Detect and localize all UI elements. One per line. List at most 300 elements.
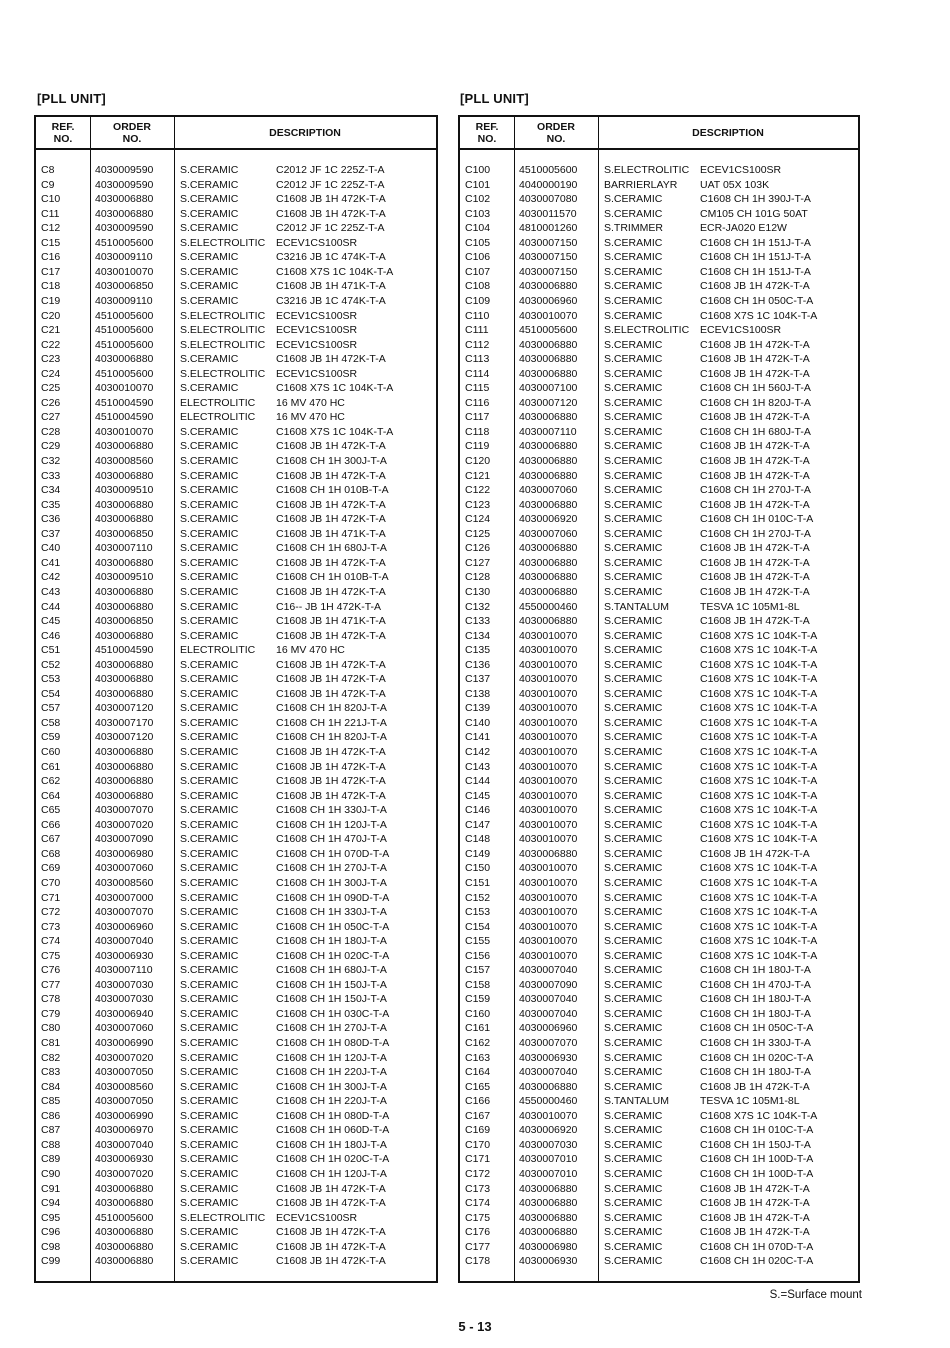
- order-no-cell: 4030007040: [519, 993, 578, 1006]
- part-spec-cell: ECEV1CS100SR: [276, 324, 358, 337]
- part-type-cell: S.CERAMIC: [604, 702, 663, 715]
- table-row: [36, 1051, 436, 1066]
- part-type-cell: S.CERAMIC: [180, 818, 239, 831]
- part-spec-cell: C1608 CH 1H 820J-T-A: [276, 731, 387, 744]
- order-no-cell: 4030007150: [519, 265, 578, 278]
- part-spec-cell: C1608 JB 1H 472K-T-A: [700, 1211, 810, 1224]
- ref-no-cell: C25: [41, 382, 61, 395]
- part-spec-cell: C1608 JB 1H 472K-T-A: [276, 1226, 386, 1239]
- table-row: [36, 818, 436, 833]
- ref-no-cell: C21: [41, 324, 61, 337]
- part-type-cell: S.CERAMIC: [180, 382, 239, 395]
- order-no-cell: 4030010070: [519, 644, 578, 657]
- part-type-cell: S.CERAMIC: [180, 542, 239, 555]
- table-row: [460, 789, 858, 804]
- table-row: [36, 1196, 436, 1211]
- order-no-cell: 4030006880: [95, 687, 154, 700]
- order-no-cell: 4030008560: [95, 1080, 154, 1093]
- left-parts-table: [34, 115, 438, 1283]
- part-spec-cell: C1608 CH 1H 220J-T-A: [276, 1095, 387, 1108]
- part-type-cell: S.CERAMIC: [604, 527, 663, 540]
- part-spec-cell: C1608 CH 1H 151J-T-A: [700, 265, 811, 278]
- part-type-cell: S.CERAMIC: [604, 207, 663, 220]
- part-type-cell: S.CERAMIC: [180, 207, 239, 220]
- part-type-cell: S.CERAMIC: [604, 833, 663, 846]
- order-no-cell: 4030006920: [519, 1124, 578, 1137]
- order-no-cell: 4030010070: [95, 382, 154, 395]
- part-spec-cell: ECEV1CS100SR: [276, 338, 358, 351]
- part-type-cell: S.CERAMIC: [180, 1095, 239, 1108]
- ref-no-cell: C142: [465, 746, 491, 758]
- ref-no-cell: C81: [41, 1037, 61, 1049]
- order-no-cell: 4030006880: [519, 455, 578, 467]
- part-type-cell: S.CERAMIC: [604, 1167, 663, 1180]
- table-row: [460, 352, 858, 367]
- table-row: [36, 672, 436, 687]
- ref-no-cell: C108: [465, 280, 491, 293]
- order-no-cell: 4030006920: [519, 513, 578, 526]
- ref-no-cell: C154: [465, 920, 491, 933]
- table-row: [460, 556, 858, 571]
- part-spec-cell: ECEV1CS100SR: [700, 324, 782, 337]
- order-no-cell: 4030006880: [519, 1226, 578, 1239]
- table-row: [460, 701, 858, 716]
- order-no-cell: 4030006880: [95, 746, 154, 758]
- part-type-cell: S.CERAMIC: [180, 847, 239, 860]
- part-spec-cell: C1608 JB 1H 472K-T-A: [276, 498, 386, 511]
- part-type-cell: S.CERAMIC: [180, 920, 239, 933]
- ref-no-cell: C102: [465, 193, 491, 206]
- order-no-cell: 4030009510: [95, 571, 154, 584]
- table-row: [36, 236, 436, 251]
- table-row: [460, 730, 858, 745]
- table-row: [36, 687, 436, 702]
- part-type-cell: S.CERAMIC: [180, 1153, 239, 1166]
- part-type-cell: S.CERAMIC: [604, 294, 663, 307]
- part-spec-cell: C1608 JB 1H 472K-T-A: [700, 367, 810, 380]
- ref-no-cell: C18: [41, 280, 61, 293]
- part-spec-cell: C1608 CH 1H 270J-T-A: [276, 1022, 387, 1035]
- ref-no-cell: C121: [465, 469, 491, 482]
- order-no-cell: 4030007040: [519, 1007, 578, 1020]
- part-spec-cell: C1608 JB 1H 472K-T-A: [700, 280, 810, 293]
- part-type-cell: S.CERAMIC: [180, 935, 239, 948]
- ref-no-cell: C143: [465, 760, 491, 773]
- order-no-cell: 4030008560: [95, 455, 154, 467]
- table-row: [460, 934, 858, 949]
- order-no-cell: 4030006960: [95, 920, 154, 933]
- ref-no-cell: C166: [465, 1095, 491, 1108]
- ref-no-cell: C173: [465, 1182, 491, 1195]
- part-type-cell: S.CERAMIC: [604, 644, 663, 657]
- part-type-cell: S.CERAMIC: [180, 949, 239, 962]
- part-type-cell: S.CERAMIC: [604, 556, 663, 569]
- order-no-cell: 4030007020: [95, 818, 154, 831]
- ref-no-cell: C98: [41, 1240, 61, 1253]
- table-row: [460, 1196, 858, 1211]
- order-no-cell: 4030010070: [519, 309, 578, 322]
- table-row: [460, 716, 858, 731]
- table-row: [460, 585, 858, 600]
- order-no-cell: 4030007070: [95, 906, 154, 919]
- order-no-cell: 4030006880: [95, 513, 154, 526]
- ref-no-cell: C175: [465, 1211, 491, 1224]
- part-spec-cell: C1608 JB 1H 472K-T-A: [700, 1182, 810, 1195]
- ref-no-cell: C160: [465, 1007, 491, 1020]
- order-no-cell: 4030006880: [95, 1226, 154, 1239]
- part-type-cell: S.CERAMIC: [180, 469, 239, 482]
- order-no-cell: 4030007000: [95, 891, 154, 904]
- ref-no-cell: C125: [465, 527, 491, 540]
- table-row: [460, 338, 858, 353]
- table-row: [460, 949, 858, 964]
- table-row: [460, 629, 858, 644]
- ref-no-cell: C40: [41, 542, 61, 555]
- part-type-cell: S.CERAMIC: [180, 687, 239, 700]
- part-type-cell: S.CERAMIC: [180, 527, 239, 540]
- part-spec-cell: C1608 X7S 1C 104K-T-A: [700, 702, 818, 715]
- part-type-cell: S.CERAMIC: [604, 935, 663, 948]
- part-spec-cell: C1608 X7S 1C 104K-T-A: [700, 687, 818, 700]
- order-no-cell: 4510005600: [95, 338, 154, 351]
- table-row: [36, 192, 436, 207]
- ref-no-cell: C82: [41, 1051, 61, 1064]
- part-type-cell: ELECTROLITIC: [180, 396, 256, 409]
- ref-no-cell: C170: [465, 1138, 491, 1151]
- part-type-cell: S.TRIMMER: [604, 222, 663, 235]
- part-spec-cell: C1608 CH 1H 010B-T-A: [276, 484, 389, 497]
- part-spec-cell: ECEV1CS100SR: [276, 1211, 358, 1224]
- table-row: [460, 163, 858, 178]
- part-type-cell: S.ELECTROLITIC: [180, 324, 266, 337]
- table-row: [36, 396, 436, 411]
- part-spec-cell: C1608 CH 1H 390J-T-A: [700, 193, 811, 206]
- part-spec-cell: C1608 CH 1H 060D-T-A: [276, 1124, 390, 1137]
- order-no-cell: 4030007050: [95, 1066, 154, 1079]
- ref-no-cell: C157: [465, 964, 491, 977]
- part-spec-cell: C1608 X7S 1C 104K-T-A: [700, 920, 818, 933]
- part-type-cell: S.CERAMIC: [180, 789, 239, 802]
- part-type-cell: BARRIERLAYR: [604, 178, 678, 191]
- table-row: [36, 410, 436, 425]
- ref-no-cell: C149: [465, 847, 491, 860]
- order-no-cell: 4030006880: [95, 1182, 154, 1195]
- table-row: [36, 658, 436, 673]
- table-row: [36, 803, 436, 818]
- order-no-cell: 4510005600: [519, 164, 578, 176]
- table-row: [36, 891, 436, 906]
- order-no-cell: 4030007110: [95, 964, 153, 977]
- part-spec-cell: C1608 JB 1H 472K-T-A: [276, 1240, 386, 1253]
- part-spec-cell: C1608 JB 1H 472K-T-A: [700, 1197, 810, 1210]
- part-type-cell: S.CERAMIC: [604, 1226, 663, 1239]
- part-spec-cell: C1608 X7S 1C 104K-T-A: [276, 382, 394, 395]
- table-row: [36, 585, 436, 600]
- ref-no-cell: C140: [465, 716, 491, 729]
- table-row: [36, 832, 436, 847]
- ref-no-cell: C17: [41, 265, 61, 278]
- part-spec-cell: C1608 JB 1H 472K-T-A: [700, 847, 810, 860]
- ref-no-cell: C94: [41, 1197, 61, 1210]
- ref-no-cell: C117: [465, 411, 490, 424]
- part-type-cell: S.CERAMIC: [180, 1197, 239, 1210]
- part-spec-cell: C1608 CH 1H 020C-T-A: [276, 1153, 390, 1166]
- order-no-cell: 4030010070: [519, 702, 578, 715]
- ref-no-cell: C141: [465, 731, 491, 744]
- order-no-cell: 4030007040: [95, 935, 154, 948]
- part-spec-cell: C2012 JF 1C 225Z-T-A: [276, 222, 385, 235]
- part-spec-cell: ECR-JA020 E12W: [700, 222, 787, 235]
- table-row: [460, 207, 858, 222]
- table-row: [460, 963, 858, 978]
- part-type-cell: S.CERAMIC: [180, 353, 239, 366]
- table-row: [36, 847, 436, 862]
- table-row: [460, 367, 858, 382]
- part-type-cell: S.CERAMIC: [604, 382, 663, 395]
- table-row: [36, 789, 436, 804]
- part-spec-cell: TESVA 1C 105M1-8L: [700, 600, 800, 613]
- part-type-cell: S.CERAMIC: [604, 1007, 663, 1020]
- ref-no-cell: C146: [465, 804, 491, 817]
- table-row: [36, 774, 436, 789]
- ref-no-cell: C176: [465, 1226, 491, 1239]
- ref-no-cell: C133: [465, 615, 491, 628]
- part-type-cell: S.CERAMIC: [604, 978, 663, 991]
- order-no-cell: 4030006880: [95, 789, 154, 802]
- ref-no-cell: C68: [41, 847, 61, 860]
- order-no-cell: 4030006880: [519, 440, 578, 453]
- part-spec-cell: C1608 JB 1H 472K-T-A: [700, 338, 810, 351]
- part-type-cell: S.CERAMIC: [180, 978, 239, 991]
- ref-no-cell: C67: [41, 833, 61, 846]
- part-type-cell: S.CERAMIC: [604, 367, 663, 380]
- ref-no-cell: C164: [465, 1066, 491, 1079]
- table-row: [460, 1240, 858, 1255]
- table-row: [460, 469, 858, 484]
- ref-no-cell: C61: [41, 760, 61, 773]
- order-no-cell: 4030009110: [95, 294, 153, 307]
- order-no-cell: 4030007060: [519, 484, 578, 497]
- table-row: [36, 1080, 436, 1095]
- ref-no-cell: C105: [465, 236, 491, 249]
- table-row: [36, 920, 436, 935]
- ref-no-cell: C161: [465, 1022, 491, 1035]
- part-type-cell: S.CERAMIC: [180, 251, 239, 264]
- table-row: [460, 920, 858, 935]
- order-no-cell: 4030010070: [519, 629, 578, 642]
- order-no-cell: 4030006880: [95, 1197, 154, 1210]
- description-header: DESCRIPTION: [692, 126, 764, 139]
- part-type-cell: S.CERAMIC: [180, 804, 239, 817]
- order-no-cell: 4030007070: [95, 804, 154, 817]
- table-row: [36, 861, 436, 876]
- order-no-cell: 4030006880: [95, 353, 154, 366]
- table-row: [460, 192, 858, 207]
- ref-no-cell: C9: [41, 178, 55, 191]
- part-spec-cell: C1608 CH 1H 300J-T-A: [276, 455, 387, 467]
- part-spec-cell: C1608 CH 1H 180J-T-A: [700, 1007, 811, 1020]
- part-spec-cell: ECEV1CS100SR: [276, 367, 358, 380]
- order-no-cell: 4030007120: [95, 702, 154, 715]
- order-no-cell: 4030007110: [95, 542, 153, 555]
- ref-no-cell: C137: [465, 673, 491, 686]
- ref-no-cell: C73: [41, 920, 61, 933]
- table-row: [36, 556, 436, 571]
- part-type-cell: S.CERAMIC: [604, 760, 663, 773]
- part-spec-cell: C1608 CH 1H 050C-T-A: [700, 1022, 814, 1035]
- order-no-cell: 4030006880: [519, 1080, 578, 1093]
- part-spec-cell: C1608 X7S 1C 104K-T-A: [700, 716, 818, 729]
- ref-no-cell: C41: [41, 556, 61, 569]
- part-spec-cell: C1608 CH 1H 680J-T-A: [700, 425, 811, 438]
- table-row: [36, 629, 436, 644]
- part-spec-cell: C1608 X7S 1C 104K-T-A: [700, 949, 818, 962]
- ref-no-cell: C167: [465, 1109, 491, 1122]
- ref-no-cell: C19: [41, 294, 61, 307]
- part-type-cell: S.CERAMIC: [180, 556, 239, 569]
- part-spec-cell: C1608 CH 1H 010C-T-A: [700, 1124, 814, 1137]
- part-spec-cell: C1608 JB 1H 472K-T-A: [276, 469, 386, 482]
- part-spec-cell: C1608 X7S 1C 104K-T-A: [700, 789, 818, 802]
- part-type-cell: S.CERAMIC: [180, 1167, 239, 1180]
- ref-no-cell: C156: [465, 949, 491, 962]
- part-spec-cell: C1608 CH 1H 010C-T-A: [700, 513, 814, 526]
- part-type-cell: S.ELECTROLITIC: [180, 1211, 266, 1224]
- part-type-cell: S.CERAMIC: [180, 178, 239, 191]
- part-spec-cell: C1608 X7S 1C 104K-T-A: [700, 775, 818, 788]
- table-row: [36, 643, 436, 658]
- part-type-cell: S.CERAMIC: [604, 542, 663, 555]
- ref-no-cell: C174: [465, 1197, 491, 1210]
- table-row: [36, 1094, 436, 1109]
- part-spec-cell: C1608 CH 1H 020C-T-A: [700, 1255, 814, 1268]
- table-row: [36, 1065, 436, 1080]
- table-row: [36, 367, 436, 382]
- part-spec-cell: C1608 CH 1H 680J-T-A: [276, 964, 387, 977]
- order-no-cell: 4030010070: [519, 716, 578, 729]
- table-row: [36, 425, 436, 440]
- part-spec-cell: C1608 CH 1H 470J-T-A: [276, 833, 387, 846]
- part-spec-cell: C1608 JB 1H 472K-T-A: [276, 673, 386, 686]
- part-type-cell: S.CERAMIC: [604, 1153, 663, 1166]
- ref-no-cell: C83: [41, 1066, 61, 1079]
- order-no-cell: 4030009590: [95, 222, 154, 235]
- ref-no-cell: C124: [465, 513, 491, 526]
- part-spec-cell: 16 MV 470 HC: [276, 411, 345, 424]
- order-no-cell: 4030006880: [519, 280, 578, 293]
- ref-no-cell: C96: [41, 1226, 61, 1239]
- part-spec-cell: C1608 JB 1H 472K-T-A: [276, 1197, 386, 1210]
- part-type-cell: S.CERAMIC: [604, 1211, 663, 1224]
- ref-no-cell: C123: [465, 498, 491, 511]
- table-row: [36, 1167, 436, 1182]
- ref-no-cell: C126: [465, 542, 491, 555]
- order-no-cell: 4030010070: [519, 804, 578, 817]
- order-no-cell: 4030006880: [519, 469, 578, 482]
- part-type-cell: S.CERAMIC: [604, 265, 663, 278]
- part-spec-cell: C1608 JB 1H 472K-T-A: [276, 1255, 386, 1268]
- table-row: [36, 1254, 436, 1269]
- table-row: [36, 1109, 436, 1124]
- part-type-cell: S.CERAMIC: [604, 658, 663, 671]
- table-row: [36, 934, 436, 949]
- part-type-cell: S.CERAMIC: [180, 1066, 239, 1079]
- ref-no-cell: C90: [41, 1167, 61, 1180]
- part-type-cell: S.CERAMIC: [180, 265, 239, 278]
- order-no-cell: 4030010070: [519, 673, 578, 686]
- part-type-cell: S.CERAMIC: [604, 818, 663, 831]
- order-no-cell: 4030006880: [95, 585, 154, 598]
- order-no-cell: 4030006930: [95, 1153, 154, 1166]
- part-spec-cell: C1608 X7S 1C 104K-T-A: [700, 731, 818, 744]
- part-type-cell: S.CERAMIC: [180, 964, 239, 977]
- order-no-cell: 4030009110: [95, 251, 153, 264]
- ref-no-cell: C151: [465, 876, 491, 889]
- part-type-cell: S.CERAMIC: [604, 1109, 663, 1122]
- order-no-header: ORDER NO.: [113, 120, 151, 145]
- part-spec-cell: C1608 JB 1H 472K-T-A: [276, 789, 386, 802]
- ref-no-cell: C139: [465, 702, 491, 715]
- part-type-cell: S.CERAMIC: [604, 338, 663, 351]
- order-no-cell: 4030007120: [95, 731, 154, 744]
- part-type-cell: S.CERAMIC: [180, 440, 239, 453]
- order-no-cell: 4030010070: [95, 265, 154, 278]
- part-type-cell: S.CERAMIC: [604, 993, 663, 1006]
- part-spec-cell: C1608 CH 1H 300J-T-A: [276, 1080, 387, 1093]
- order-no-cell: 4030008560: [95, 876, 154, 889]
- ref-no-cell: C119: [465, 440, 490, 453]
- order-no-cell: 4030007060: [519, 527, 578, 540]
- table-row: [460, 1051, 858, 1066]
- table-row: [36, 600, 436, 615]
- ref-no-cell: C34: [41, 484, 61, 497]
- table-row: [460, 745, 858, 760]
- table-row: [460, 236, 858, 251]
- ref-no-cell: C138: [465, 687, 491, 700]
- part-type-cell: S.CERAMIC: [180, 1007, 239, 1020]
- order-no-cell: 4030006970: [95, 1124, 154, 1137]
- order-no-cell: 4030007100: [519, 382, 578, 395]
- part-spec-cell: C1608 CH 1H 180J-T-A: [700, 993, 811, 1006]
- part-type-cell: S.CERAMIC: [180, 484, 239, 497]
- ref-no-cell: C85: [41, 1095, 61, 1108]
- table-row: [460, 1123, 858, 1138]
- part-spec-cell: C3216 JB 1C 474K-T-A: [276, 294, 386, 307]
- order-no-cell: 4030006850: [95, 527, 154, 540]
- table-row: [36, 570, 436, 585]
- order-no-cell: 4030006880: [519, 615, 578, 628]
- table-row: [36, 207, 436, 222]
- order-no-cell: 4550000460: [519, 1095, 578, 1108]
- ref-no-cell: C112: [465, 338, 490, 351]
- table-row: [460, 410, 858, 425]
- part-spec-cell: C1608 JB 1H 472K-T-A: [700, 440, 810, 453]
- ref-no-cell: C87: [41, 1124, 61, 1137]
- part-spec-cell: C1608 X7S 1C 104K-T-A: [700, 833, 818, 846]
- ref-no-cell: C150: [465, 862, 491, 875]
- part-spec-cell: C1608 CH 1H 330J-T-A: [276, 804, 387, 817]
- right-section-title: [PLL UNIT]: [460, 91, 529, 106]
- order-no-cell: 4810001260: [519, 222, 578, 235]
- table-row: [460, 483, 858, 498]
- table-row: [36, 701, 436, 716]
- part-type-cell: S.CERAMIC: [604, 1080, 663, 1093]
- order-no-cell: 4030006880: [95, 1240, 154, 1253]
- order-no-cell: 4030010070: [519, 775, 578, 788]
- table-row: [36, 963, 436, 978]
- ref-no-cell: C71: [41, 891, 61, 904]
- part-spec-cell: C1608 CH 1H 120J-T-A: [276, 818, 387, 831]
